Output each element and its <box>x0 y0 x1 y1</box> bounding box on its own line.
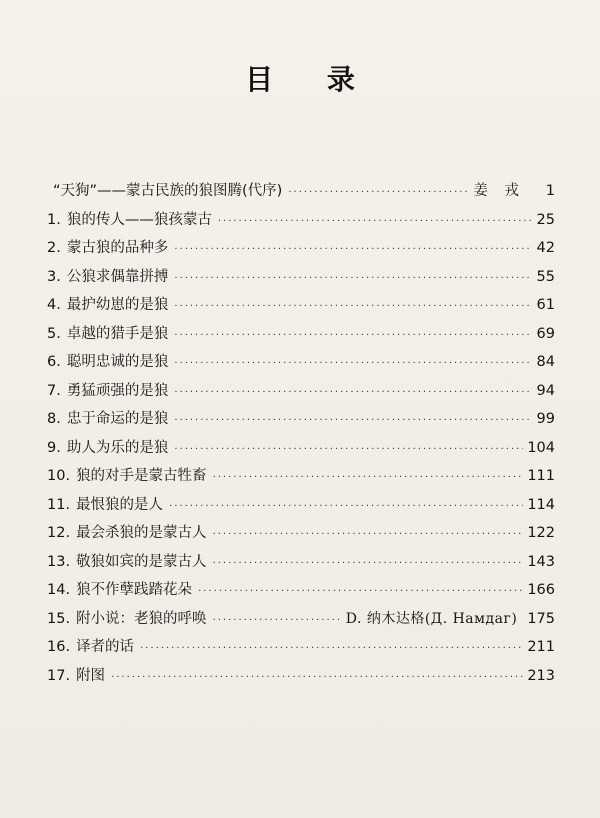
dot-leader <box>213 464 524 493</box>
toc-entry-preface <box>47 177 555 206</box>
toc-entry <box>47 548 555 577</box>
toc-entry-title: 聪明忠诚的是狼 <box>66 354 169 370</box>
toc-entry-number: 3. <box>47 268 61 285</box>
dot-leader <box>169 493 523 522</box>
toc-entry-title: 卓越的猎手是狼 <box>66 325 169 342</box>
toc-entry-number: 10. <box>47 468 71 484</box>
dot-leader <box>111 664 523 693</box>
toc-entry-title: 狼的传人——狼孩蒙古 <box>66 211 212 228</box>
toc-entry <box>47 576 555 605</box>
toc-entry-number: 1. <box>47 211 61 228</box>
toc-entry-page: 111 <box>527 468 555 484</box>
toc-entry-page: 69 <box>536 325 555 342</box>
dot-leader <box>213 521 524 550</box>
toc-entry-number: 16. <box>47 639 71 655</box>
toc-entry-title: 狼不作孽践踏花朵 <box>76 582 193 598</box>
toc-entry <box>47 263 555 292</box>
toc-entry <box>47 291 555 320</box>
toc-entry-title: 最恨狼的是人 <box>76 496 164 513</box>
toc-entry <box>47 462 555 491</box>
toc-entry-page: 94 <box>536 382 555 399</box>
toc-entry-number: 5. <box>47 325 61 342</box>
toc-entry-number: 12. <box>47 525 71 541</box>
toc-entry-number: 2. <box>47 240 61 256</box>
dot-leader <box>174 407 531 436</box>
dot-leader <box>174 236 531 265</box>
toc-entry-page: 175 <box>527 610 555 627</box>
toc-entry-page: 114 <box>527 496 555 513</box>
toc-entry-title: 附图 <box>76 667 106 684</box>
dot-leader <box>198 578 523 607</box>
toc-entry <box>47 405 555 434</box>
table-of-contents <box>47 177 555 690</box>
dot-leader <box>288 179 469 208</box>
dot-leader <box>213 550 524 579</box>
toc-entry-page: 122 <box>527 525 555 541</box>
dot-leader <box>213 607 342 636</box>
toc-entry <box>47 662 555 691</box>
toc-entry-title: 忠于命运的是狼 <box>66 411 169 427</box>
toc-entry-page: 42 <box>536 240 555 256</box>
toc-entry-page: 213 <box>527 667 555 684</box>
toc-entry-author: D. 纳木达格(Д. Намдаг) <box>345 610 518 627</box>
page-title: 目 录 <box>245 63 377 96</box>
toc-entry-page: 211 <box>527 639 555 655</box>
toc-entry <box>47 206 555 235</box>
dot-leader <box>140 635 523 664</box>
toc-entry <box>47 234 555 263</box>
toc-entry-title: 公狼求偶靠拼搏 <box>66 268 169 285</box>
toc-entry-number: 4. <box>47 297 61 313</box>
toc-entry-page: 84 <box>536 354 555 370</box>
toc-entry <box>47 434 555 463</box>
toc-entry <box>47 491 555 520</box>
toc-entry-page: 61 <box>536 297 555 313</box>
toc-entry-title: 蒙古狼的品种多 <box>66 240 169 256</box>
toc-entry-title: “天狗”——蒙古民族的狼图腾(代序) <box>53 183 283 199</box>
toc-entry-title: 最会杀狼的是蒙古人 <box>76 525 207 541</box>
dot-leader <box>174 265 531 294</box>
toc-entry <box>47 519 555 548</box>
toc-entry-number: 15. <box>47 610 71 627</box>
dot-leader <box>218 208 531 237</box>
toc-entry-page: 166 <box>527 582 555 598</box>
dot-leader <box>174 293 531 322</box>
toc-entry-title: 狼的对手是蒙古牲畜 <box>76 468 207 484</box>
toc-entry-page: 25 <box>536 211 555 228</box>
toc-entry-page: 104 <box>527 439 555 456</box>
toc-entry-page: 99 <box>536 411 555 427</box>
toc-entry-page: 1 <box>545 183 555 199</box>
toc-entry-title: 敬狼如宾的是蒙古人 <box>76 553 207 570</box>
toc-entry-page: 143 <box>527 553 555 570</box>
toc-entry-number: 9. <box>47 439 61 456</box>
dot-leader <box>174 322 531 351</box>
dot-leader <box>174 436 523 465</box>
toc-entry-number: 6. <box>47 354 61 370</box>
toc-entry <box>47 348 555 377</box>
toc-entry-author: 姜 戎 <box>473 183 525 199</box>
toc-entry-number: 11. <box>47 496 71 513</box>
toc-entry <box>47 633 555 662</box>
toc-entry-number: 8. <box>47 411 61 427</box>
toc-entry-title: 附小说：老狼的呼唤 <box>76 610 207 627</box>
toc-entry-page: 55 <box>536 268 555 285</box>
toc-entry <box>47 320 555 349</box>
toc-entry-number: 7. <box>47 382 61 399</box>
toc-entry-title: 译者的话 <box>76 639 135 655</box>
toc-entry-title: 助人为乐的是狼 <box>66 439 169 456</box>
toc-entry-number: 17. <box>47 667 71 684</box>
toc-entry-title: 最护幼崽的是狼 <box>66 297 169 313</box>
toc-entry-number: 13. <box>47 553 71 570</box>
toc-entry <box>47 377 555 406</box>
dot-leader <box>174 350 531 379</box>
dot-leader <box>174 379 531 408</box>
toc-entry-number: 14. <box>47 582 71 598</box>
toc-entry <box>47 605 555 634</box>
toc-entry-title: 勇猛顽强的是狼 <box>66 382 169 399</box>
